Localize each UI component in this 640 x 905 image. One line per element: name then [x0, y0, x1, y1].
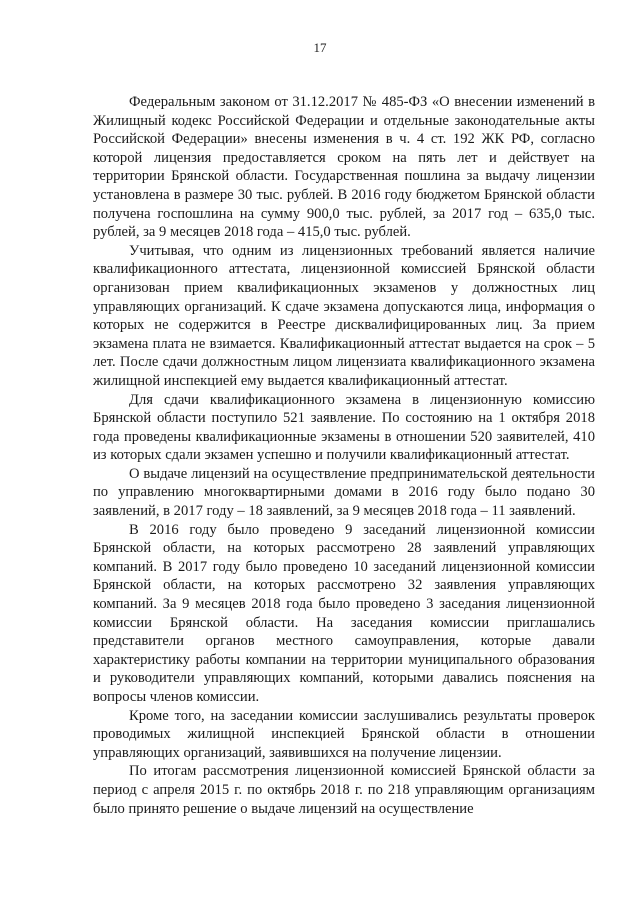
page-number: 17 [313, 40, 327, 55]
paragraph-exam-applications: Для сдачи квалификационного экзамена в лицензионную комиссию Брянской области поступило 521 заявление. По состоянию на 1 октября 2018 года проведены квалификационные экзамены в отношении 520 заявителей, 410 из которых сдали экзамен успешно и получили квалификационный аттестат. [93, 391, 595, 464]
paragraph-license-decisions: По итогам рассмотрения лицензионной комиссией Брянской области за период с апреля 2015 г. по октябрь 2018 г. по 218 управляющим организациям было принято решение о выдаче лицензий на осуществление [93, 763, 595, 817]
document-body [93, 93, 595, 818]
paragraph-inspection-results: Кроме того, на заседании комиссии заслушивались результаты проверок проводимых жилищной инспекцией Брянской области в отношении управляющих организаций, заявившихся на получение лицензии. [93, 707, 595, 761]
paragraph-license-term: Федеральным законом от 31.12.2017 № 485-ФЗ «О внесении изменений в Жилищный кодекс Российской Федерации и отдельные законодательные акты Российской Федерации» внесены изменения в ч. 4 ст. 192 ЖК РФ, согласно которой лицензия предоставляется сроком на пять лет и действует на территории Брянской области. Государственная пошлина за выдачу лицензии установлена в размере 30 тыс. рублей. В 2016 году бюджетом Брянской области получена госпошлина на сумму 900,0 тыс. рублей, за 2017 год – 635,0 тыс. рублей, за 9 месяцев 2018 года – 415,0 тыс. рублей. [93, 94, 595, 241]
paragraph-qualification-certificate: Учитывая, что одним из лицензионных требований является наличие квалификационного аттестата, лицензионной комиссией Брянской области организован прием квалификационных экзаменов у должностных лиц управляющих организаций. К сдаче экзамена допускаются лица, информация о которых не содержится в Реестре дисквалифицированных лиц. За прием экзамена плата не взимается. Квалификационный аттестат выдается на срок – 5 лет. После сдачи должностным лицом лицензиата квалификационного экзамена жилищной инспекцией ему выдается квалификационный аттестат. [93, 242, 595, 389]
paragraph-license-applications: О выдаче лицензий на осуществление предпринимательской деятельности по управлению многоквартирными домами в 2016 году было подано 30 заявлений, в 2017 году – 18 заявлений, за 9 месяцев 2018 года – 11 заявлений. [93, 465, 595, 520]
paragraph-commission-meetings: В 2016 году было проведено 9 заседаний лицензионной комиссии Брянской области, на которых рассмотрено 28 заявлений управляющих компаний. В 2017 году было проведено 10 заседаний лицензионной комиссии Брянской области, на которых рассмотрено 32 заявления управляющих компаний. За 9 месяцев 2018 года было проведено 3 заседания лицензионной комиссии Брянской области. На заседания комиссии приглашались представители органов местного самоуправления, которые давали характеристику работы компании на территории муниципального образования и руководители управляющих компаний, которыми давались пояснения на вопросы членов комиссии. [93, 521, 595, 705]
